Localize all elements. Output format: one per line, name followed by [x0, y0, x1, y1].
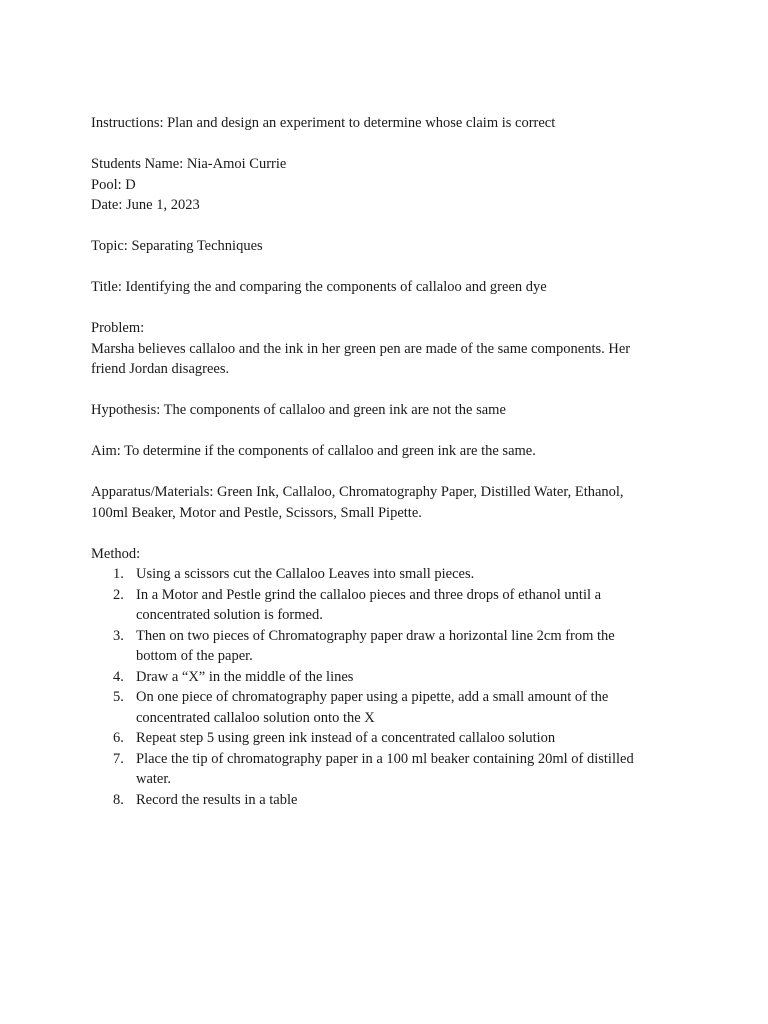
- method-step: [91, 790, 691, 811]
- method-step-text: Then on two pieces of Chromatography paper draw a horizontal line 2cm from the: [136, 627, 615, 644]
- method-step: [91, 564, 691, 585]
- document-page: [91, 113, 691, 810]
- method-step-number: 7.: [113, 750, 124, 767]
- method-step-text: On one piece of chromatography paper using a pipette, add a small amount of the: [136, 689, 609, 705]
- topic: Topic: Separating Techniques: [91, 238, 263, 254]
- method-step-number: 3.: [113, 627, 124, 644]
- hypothesis: Hypothesis: The components of callaloo and green ink are not the same: [91, 402, 506, 418]
- problem-text-line-1: Marsha believes callaloo and the ink in her green pen are made of the same components. Her: [91, 340, 631, 357]
- method-step-text: concentrated callaloo solution onto the X: [136, 709, 375, 726]
- apparatus-line-1: Apparatus/Materials: Green Ink, Callaloo, Chromatography Paper, Distilled Water, Ethanol,: [91, 484, 624, 500]
- problem-text-line-2: friend Jordan disagrees.: [91, 361, 230, 377]
- aim: Aim: To determine if the components of callaloo and green ink are the same.: [91, 443, 536, 459]
- method-heading: Method:: [91, 545, 141, 562]
- title: Title: Identifying the and comparing the components of callaloo and green dye: [91, 279, 547, 295]
- student-name: Students Name: Nia-Amoi Currie: [91, 156, 287, 172]
- problem-heading: Problem:: [91, 320, 145, 336]
- date: Date: June 1, 2023: [91, 197, 200, 213]
- instructions-text: Instructions: Plan and design an experiment to determine whose claim is correct: [91, 115, 556, 131]
- method-step-number: 8.: [113, 791, 124, 808]
- method-step-number: 2.: [113, 586, 124, 603]
- method-step: [91, 728, 691, 749]
- method-step: [91, 749, 691, 790]
- method-step-text: In a Motor and Pestle grind the callaloo pieces and three drops of ethanol until a: [136, 586, 602, 603]
- apparatus-line-2: 100ml Beaker, Motor and Pestle, Scissors, Small Pipette.: [91, 504, 422, 521]
- method-step-text: Using a scissors cut the Callaloo Leaves into small pieces.: [136, 566, 475, 582]
- method-step: [91, 687, 691, 728]
- method-step-number: 6.: [113, 730, 124, 746]
- method-step-text: bottom of the paper.: [136, 648, 253, 664]
- method-step-text: concentrated solution is formed.: [136, 607, 323, 623]
- method-step-number: 1.: [113, 566, 124, 582]
- method-step: [91, 667, 691, 688]
- pool: Pool: D: [91, 176, 136, 193]
- method-step-number: 5.: [113, 689, 124, 705]
- method-step: [91, 626, 691, 667]
- method-step-text: Record the results in a table: [136, 791, 298, 808]
- method-step-text: water.: [136, 771, 172, 787]
- method-step-number: 4.: [113, 668, 124, 685]
- method-step-text: Place the tip of chromatography paper in a 100 ml beaker containing 20ml of distilled: [136, 750, 634, 767]
- method-list: [91, 564, 691, 810]
- method-step: [91, 585, 691, 626]
- method-step-text: Draw a “X” in the middle of the lines: [136, 668, 354, 685]
- method-step-text: Repeat step 5 using green ink instead of a concentrated callaloo solution: [136, 730, 556, 746]
